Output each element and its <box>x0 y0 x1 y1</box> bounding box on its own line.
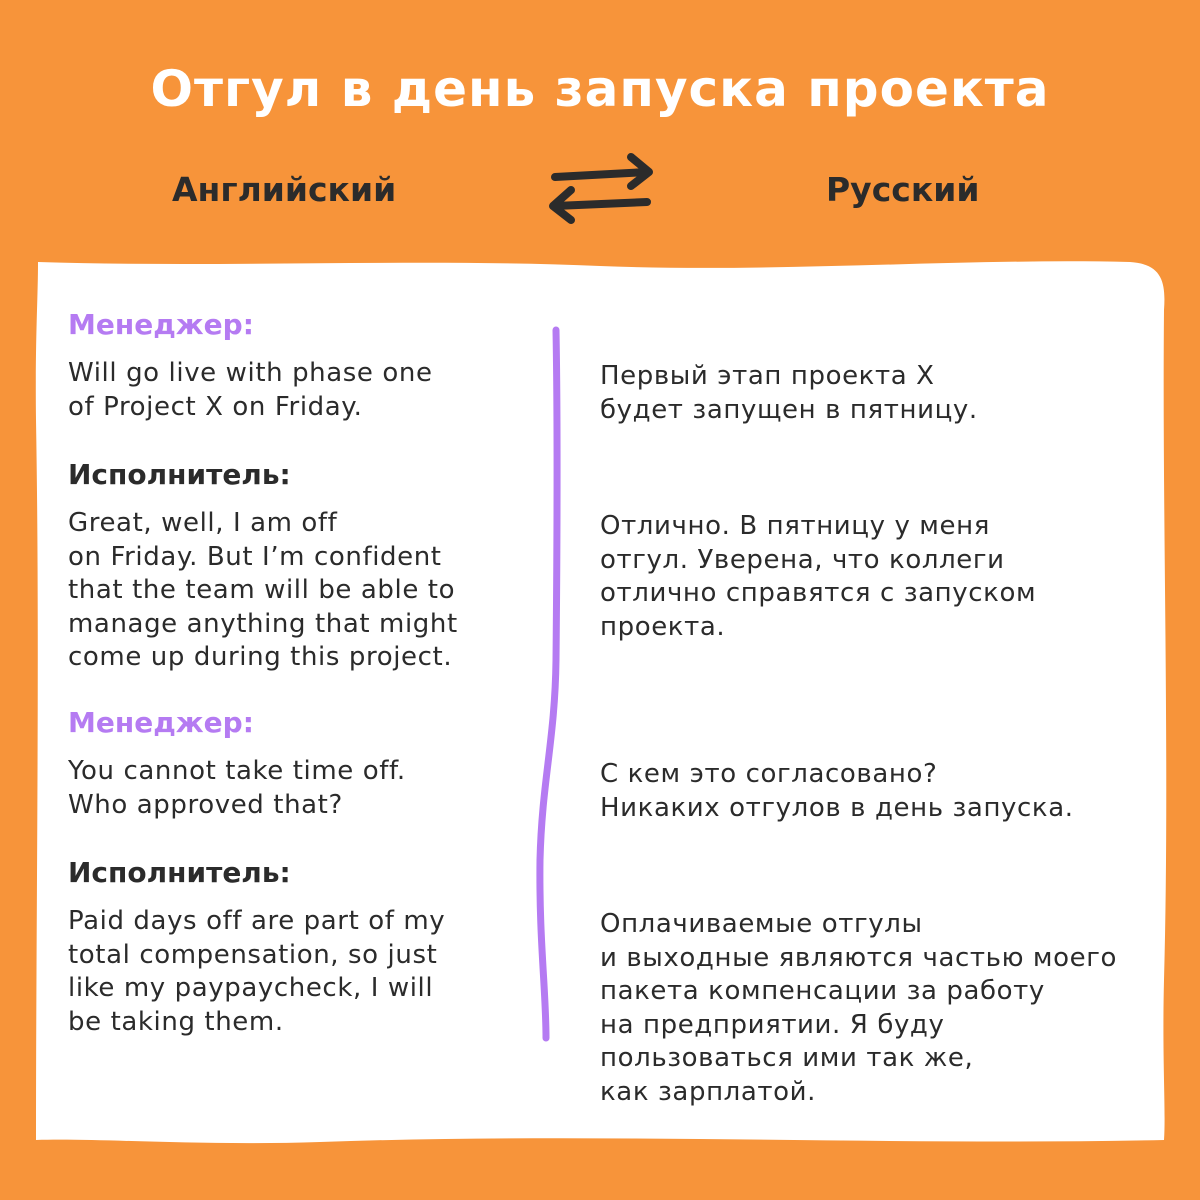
russian-line: С кем это согласовано? Никаких отгулов в день запуска. <box>600 759 1074 823</box>
source-language-label: Английский <box>172 170 397 209</box>
english-line: You cannot take time off. Who approved that? <box>68 756 406 820</box>
english-line: Paid days off are part of my total compensation, so just like my paypaycheck, I will be taking them. <box>68 906 446 1037</box>
dialogue-entry <box>68 458 538 675</box>
speaker-label: Исполнитель: <box>68 856 291 889</box>
russian-line: Отлично. В пятницу у меня отгул. Уверена, что коллеги отлично справятся с запуском проекта. <box>600 511 1037 642</box>
english-line: Great, well, I am off on Friday. But I’m confident that the team will be able to manage anything that might come up during this project. <box>68 508 458 672</box>
dialogue-entry <box>68 308 538 424</box>
dialogue-entry <box>68 856 538 1039</box>
speaker-label: Исполнитель: <box>68 458 291 491</box>
russian-line: Первый этап проекта X будет запущен в пятницу. <box>600 361 978 425</box>
english-line: Will go live with phase one of Project X on Friday. <box>68 358 433 422</box>
russian-line: Оплачиваемые отгулы и выходные являются частью моего пакета компенсации за работу на предприятии. Я буду пользоваться ими так же, как зарплатой. <box>600 909 1118 1107</box>
speaker-label: Менеджер: <box>68 308 254 341</box>
dialogue-entry <box>68 706 538 822</box>
target-language-label: Русский <box>826 170 980 209</box>
page-title: Отгул в день запуска проекта <box>150 60 1050 118</box>
speaker-label: Менеджер: <box>68 706 254 739</box>
